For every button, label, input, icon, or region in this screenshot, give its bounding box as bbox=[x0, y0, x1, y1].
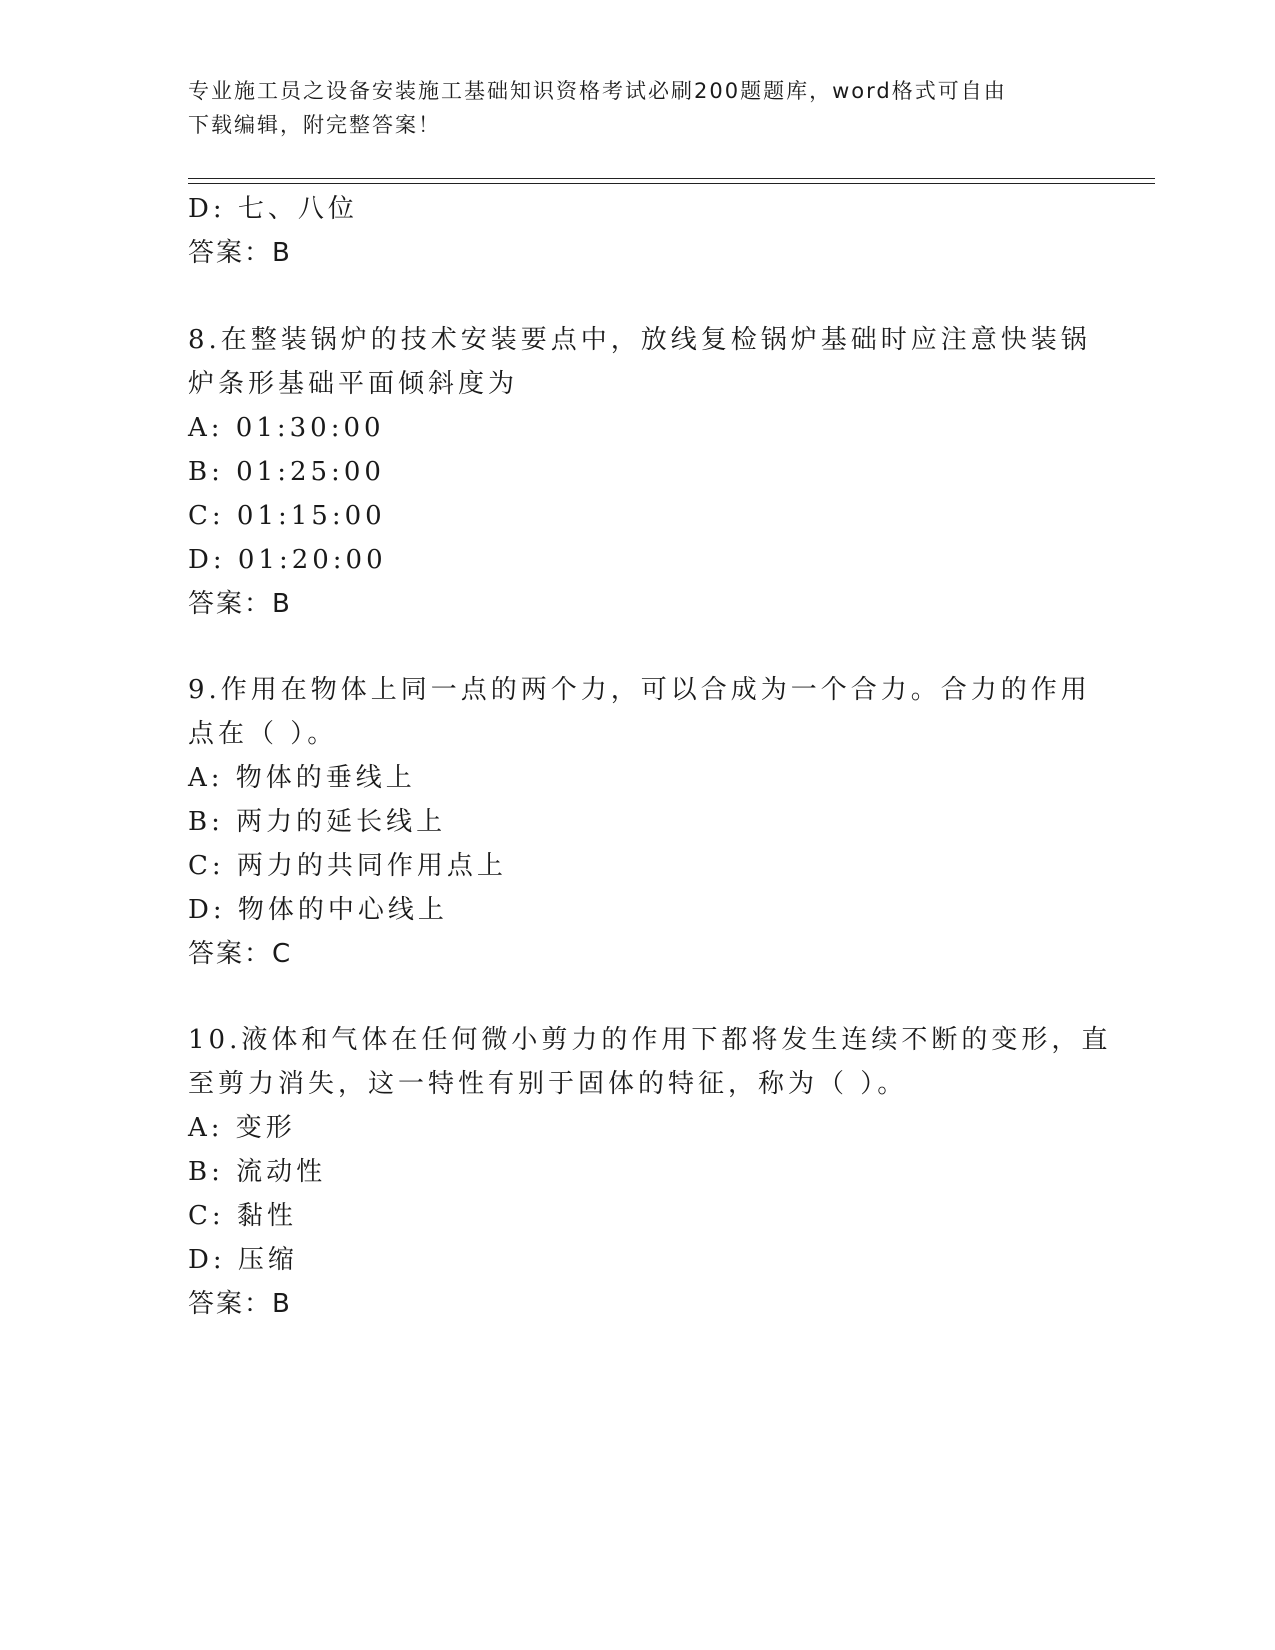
header-line-2: 下载编辑，附完整答案！ bbox=[188, 113, 441, 137]
option-a: A: 01:30:00 bbox=[188, 413, 385, 443]
answer: 答案：B bbox=[188, 1289, 292, 1319]
option-c: C: 黏性 bbox=[188, 1201, 297, 1231]
question-stem-line-2: 至剪力消失，这一特性有别于固体的特征，称为（ ）。 bbox=[188, 1069, 908, 1099]
option-a: A: 物体的垂线上 bbox=[188, 763, 416, 793]
header-divider-bottom bbox=[188, 183, 1155, 184]
option-b: B: 流动性 bbox=[188, 1157, 327, 1187]
option-d: D: 01:20:00 bbox=[188, 545, 387, 575]
question-stem-line-1: 8.在整装锅炉的技术安装要点中，放线复检锅炉基础时应注意快装锅 bbox=[188, 325, 1091, 355]
option-b: B: 两力的延长线上 bbox=[188, 807, 447, 837]
question-stem-line-1: 9.作用在物体上同一点的两个力，可以合成为一个合力。合力的作用 bbox=[188, 675, 1091, 705]
option-c: C: 01:15:00 bbox=[188, 501, 386, 531]
option-b: B: 01:25:00 bbox=[188, 457, 385, 487]
option-d: D: 物体的中心线上 bbox=[188, 895, 448, 925]
document-header bbox=[188, 74, 1088, 142]
answer: 答案：B bbox=[188, 589, 292, 619]
prev-answer: 答案：B bbox=[188, 238, 292, 268]
question-stem-line-2: 点在（ ）。 bbox=[188, 719, 338, 749]
option-c: C: 两力的共同作用点上 bbox=[188, 851, 507, 881]
header-line-1: 专业施工员之设备安装施工基础知识资格考试必刷200题题库，word格式可自由 bbox=[188, 79, 1007, 103]
question-stem-line-1: 10.液体和气体在任何微小剪力的作用下都将发生连续不断的变形，直 bbox=[188, 1025, 1112, 1055]
prev-option-d: D: 七、八位 bbox=[188, 194, 358, 224]
answer: 答案：C bbox=[188, 939, 293, 969]
option-a: A: 变形 bbox=[188, 1113, 296, 1143]
option-d: D: 压缩 bbox=[188, 1245, 298, 1275]
header-divider-top bbox=[188, 178, 1155, 179]
question-stem-line-2: 炉条形基础平面倾斜度为 bbox=[188, 369, 519, 399]
